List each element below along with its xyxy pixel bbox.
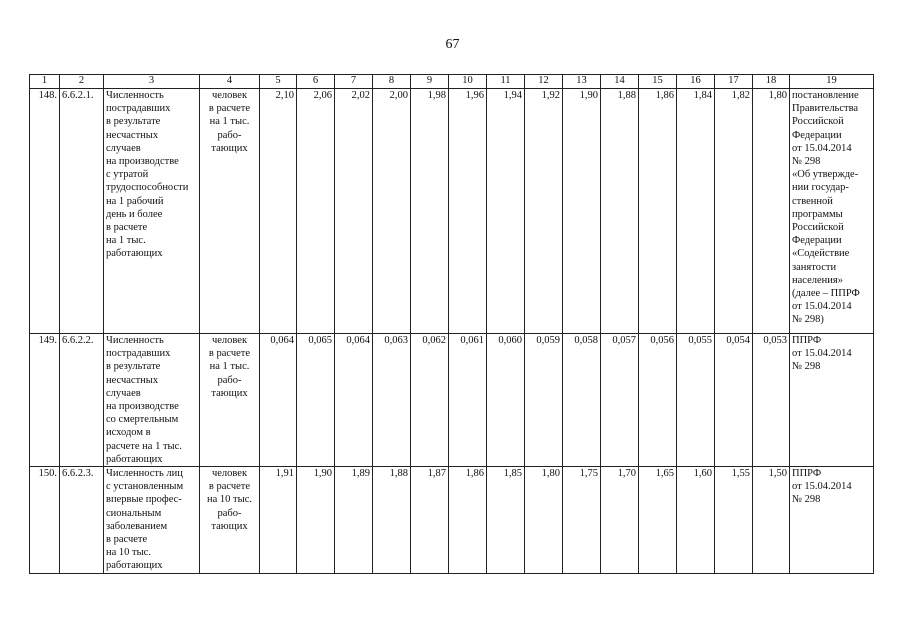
header-cell: 8 <box>373 75 411 89</box>
header-cell: 6 <box>297 75 335 89</box>
unit-of-measure: человек в расчете на 10 тыс. рабо- тающих <box>200 467 260 574</box>
header-cell: 2 <box>60 75 104 89</box>
value-cell: 0,058 <box>563 334 601 467</box>
value-cell: 1,82 <box>715 89 753 334</box>
value-cell: 1,86 <box>639 89 677 334</box>
value-cell: 1,89 <box>335 467 373 574</box>
value-cell: 2,10 <box>260 89 297 334</box>
table-row <box>30 334 874 467</box>
header-row <box>30 75 874 89</box>
header-cell: 9 <box>411 75 449 89</box>
table-row <box>30 467 874 574</box>
page-number: 67 <box>445 37 460 52</box>
source-document: постановление Правительства Российской Федерации от 15.04.2014 № 298 «Об утвержде- нии государ- ственной программы Российской Федерации «Содействие занятости населения» (далее – ППРФ от 15.04.2014 № 298) <box>790 89 874 334</box>
value-cell: 1,80 <box>753 89 790 334</box>
source-document: ППРФ от 15.04.2014 № 298 <box>790 467 874 574</box>
value-cell: 1,84 <box>677 89 715 334</box>
header-cell: 17 <box>715 75 753 89</box>
value-cell: 1,60 <box>677 467 715 574</box>
value-cell: 1,96 <box>449 89 487 334</box>
header-cell: 10 <box>449 75 487 89</box>
value-cell: 2,00 <box>373 89 411 334</box>
header-cell: 3 <box>104 75 200 89</box>
value-cell: 0,065 <box>297 334 335 467</box>
value-cell: 1,90 <box>563 89 601 334</box>
value-cell: 0,062 <box>411 334 449 467</box>
value-cell: 1,55 <box>715 467 753 574</box>
value-cell: 0,057 <box>601 334 639 467</box>
header-cell: 14 <box>601 75 639 89</box>
value-cell: 1,94 <box>487 89 525 334</box>
value-cell: 0,063 <box>373 334 411 467</box>
unit-of-measure: человек в расчете на 1 тыс. рабо- тающих <box>200 334 260 467</box>
indicator-code: 6.6.2.3. <box>60 467 104 574</box>
row-number: 149. <box>30 334 60 467</box>
value-cell: 1,86 <box>449 467 487 574</box>
value-cell: 1,92 <box>525 89 563 334</box>
header-cell: 4 <box>200 75 260 89</box>
row-number: 148. <box>30 89 60 334</box>
indicator-code: 6.6.2.2. <box>60 334 104 467</box>
indicator-name: Численность лиц с установленным впервые профес- сиональным заболеванием в расчете на 10 тыс. работающих <box>104 467 200 574</box>
value-cell: 1,75 <box>563 467 601 574</box>
value-cell: 1,91 <box>260 467 297 574</box>
value-cell: 0,054 <box>715 334 753 467</box>
value-cell: 1,88 <box>373 467 411 574</box>
unit-of-measure: человек в расчете на 1 тыс. рабо- тающих <box>200 89 260 334</box>
value-cell: 0,059 <box>525 334 563 467</box>
value-cell: 1,88 <box>601 89 639 334</box>
value-cell: 1,98 <box>411 89 449 334</box>
value-cell: 0,055 <box>677 334 715 467</box>
header-cell: 11 <box>487 75 525 89</box>
value-cell: 2,02 <box>335 89 373 334</box>
value-cell: 0,060 <box>487 334 525 467</box>
value-cell: 1,80 <box>525 467 563 574</box>
header-cell: 7 <box>335 75 373 89</box>
indicators-table <box>29 74 874 574</box>
indicator-code: 6.6.2.1. <box>60 89 104 334</box>
header-cell: 16 <box>677 75 715 89</box>
indicator-name: Численность пострадавших в результате несчастных случаев на производстве с утратой трудоспособности на 1 рабочий день и более в расчете на 1 тыс. работающих <box>104 89 200 334</box>
value-cell: 1,87 <box>411 467 449 574</box>
header-cell: 1 <box>30 75 60 89</box>
value-cell: 1,85 <box>487 467 525 574</box>
value-cell: 2,06 <box>297 89 335 334</box>
value-cell: 0,053 <box>753 334 790 467</box>
source-document: ППРФ от 15.04.2014 № 298 <box>790 334 874 467</box>
table-row <box>30 89 874 334</box>
value-cell: 1,70 <box>601 467 639 574</box>
header-cell: 19 <box>790 75 874 89</box>
header-cell: 5 <box>260 75 297 89</box>
indicator-name: Численность пострадавших в результате несчастных случаев на производстве со смертельным исходом в расчете на 1 тыс. работающих <box>104 334 200 467</box>
row-number: 150. <box>30 467 60 574</box>
value-cell: 0,064 <box>335 334 373 467</box>
header-cell: 13 <box>563 75 601 89</box>
value-cell: 1,65 <box>639 467 677 574</box>
header-cell: 12 <box>525 75 563 89</box>
value-cell: 0,061 <box>449 334 487 467</box>
value-cell: 1,50 <box>753 467 790 574</box>
header-cell: 18 <box>753 75 790 89</box>
value-cell: 0,064 <box>260 334 297 467</box>
value-cell: 1,90 <box>297 467 335 574</box>
value-cell: 0,056 <box>639 334 677 467</box>
header-cell: 15 <box>639 75 677 89</box>
